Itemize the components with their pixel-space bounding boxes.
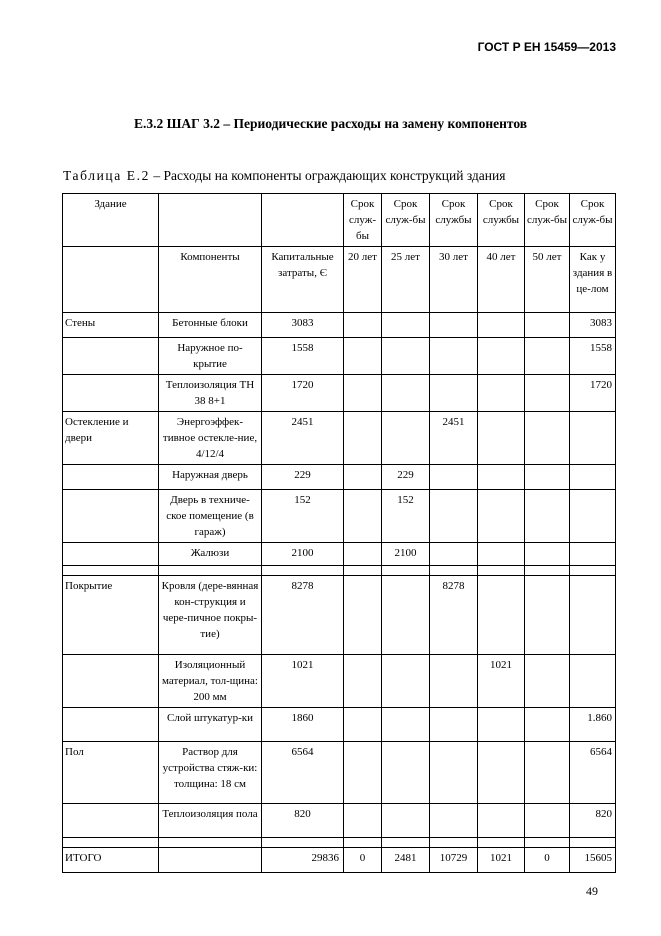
cost-40-cell <box>478 576 525 655</box>
building-cell <box>63 490 159 543</box>
component-cell: Жалюзи <box>159 543 262 566</box>
component-cell: Изоляционный материал, тол-щина: 200 мм <box>159 655 262 708</box>
building-cell <box>63 708 159 742</box>
cost-30-cell: 2451 <box>430 412 478 465</box>
total-40: 1021 <box>478 848 525 873</box>
cost-40-cell <box>478 490 525 543</box>
section-title: Е.3.2 ШАГ 3.2 – Периодические расходы на замену компонентов <box>133 116 528 131</box>
table-row <box>63 412 616 465</box>
lifetime-header: Срок служ-бы <box>570 194 616 247</box>
component-cell: Бетонные блоки <box>159 313 262 338</box>
table-row <box>63 490 616 543</box>
cost-30-cell <box>430 490 478 543</box>
components-header: Компоненты <box>159 247 262 313</box>
cost-building-cell: 3083 <box>570 313 616 338</box>
total-label: ИТОГО <box>63 848 159 873</box>
cost-30-cell <box>430 708 478 742</box>
cost-50-cell <box>525 655 570 708</box>
cost-50-cell <box>525 708 570 742</box>
cost-50-cell <box>525 804 570 838</box>
cost-30-cell <box>430 543 478 566</box>
component-cell: Энергоэффек-тивное остекле-ние, 4/12/4 <box>159 412 262 465</box>
cost-20-cell <box>344 338 382 375</box>
lifetime-value: Как у здания в це-лом <box>570 247 616 313</box>
cost-30-cell <box>430 338 478 375</box>
header-row-2 <box>63 247 616 313</box>
empty-cell <box>430 566 478 576</box>
capital-cell: 3083 <box>262 313 344 338</box>
cost-40-cell <box>478 465 525 490</box>
table-row <box>63 804 616 838</box>
table-row <box>63 338 616 375</box>
page-number: 49 <box>586 884 598 898</box>
spacer-row <box>63 566 616 576</box>
cost-50-cell <box>525 576 570 655</box>
cost-50-cell <box>525 490 570 543</box>
component-cell: Кровля (дере-вянная кон-струкция и чере-пичное покры-тие) <box>159 576 262 655</box>
capital-cell: 1558 <box>262 338 344 375</box>
table-row <box>63 655 616 708</box>
lifetime-header: Срок служ-бы <box>525 194 570 247</box>
cost-30-cell <box>430 804 478 838</box>
cost-50-cell <box>525 338 570 375</box>
lifetime-value: 20 лет <box>344 247 382 313</box>
cost-building-cell: 820 <box>570 804 616 838</box>
total-30: 10729 <box>430 848 478 873</box>
building-header: Здание <box>63 194 159 247</box>
cost-25-cell <box>382 412 430 465</box>
cost-50-cell <box>525 543 570 566</box>
cost-50-cell <box>525 375 570 412</box>
empty-cell <box>159 566 262 576</box>
table-row <box>63 375 616 412</box>
lifetime-header: Срок службы <box>478 194 525 247</box>
cost-40-cell <box>478 412 525 465</box>
cost-50-cell <box>525 742 570 804</box>
building-cell: Пол <box>63 742 159 804</box>
component-cell: Раствор для устройства стяж-ки: толщина: 18 см <box>159 742 262 804</box>
empty-cell <box>262 838 344 848</box>
total-20: 0 <box>344 848 382 873</box>
cost-30-cell <box>430 375 478 412</box>
table-row <box>63 465 616 490</box>
cost-20-cell <box>344 804 382 838</box>
empty-cell <box>382 566 430 576</box>
capital-cell: 2451 <box>262 412 344 465</box>
empty-cell <box>478 566 525 576</box>
cost-30-cell <box>430 655 478 708</box>
capital-cell: 820 <box>262 804 344 838</box>
cost-25-cell <box>382 375 430 412</box>
cost-40-cell <box>478 708 525 742</box>
empty-cell <box>159 838 262 848</box>
cost-40-cell <box>478 338 525 375</box>
cost-building-cell <box>570 465 616 490</box>
lifetime-value: 25 лет <box>382 247 430 313</box>
cost-building-cell <box>570 576 616 655</box>
lifetime-value: 40 лет <box>478 247 525 313</box>
empty-cell <box>159 848 262 873</box>
table-row <box>63 742 616 804</box>
building-cell <box>63 655 159 708</box>
cost-20-cell <box>344 708 382 742</box>
cost-25-cell <box>382 708 430 742</box>
empty-header-cell <box>63 247 159 313</box>
capital-cell: 1720 <box>262 375 344 412</box>
empty-cell <box>63 566 159 576</box>
total-25: 2481 <box>382 848 430 873</box>
lifetime-header: Срок службы <box>430 194 478 247</box>
cost-30-cell <box>430 465 478 490</box>
empty-cell <box>262 566 344 576</box>
component-cell: Дверь в техниче-ское помещение (в гараж) <box>159 490 262 543</box>
cost-25-cell <box>382 338 430 375</box>
cost-25-cell <box>382 804 430 838</box>
empty-cell <box>430 838 478 848</box>
table-row <box>63 313 616 338</box>
cost-building-cell: 1558 <box>570 338 616 375</box>
cost-20-cell <box>344 543 382 566</box>
building-cell: Остекление и двери <box>63 412 159 465</box>
empty-header-cell <box>159 194 262 247</box>
lifetime-value: 30 лет <box>430 247 478 313</box>
empty-cell <box>382 838 430 848</box>
cost-30-cell <box>430 742 478 804</box>
building-cell <box>63 465 159 490</box>
cost-40-cell <box>478 804 525 838</box>
empty-cell <box>478 838 525 848</box>
capital-cell: 8278 <box>262 576 344 655</box>
total-row <box>63 848 616 873</box>
component-cell: Слой штукатур-ки <box>159 708 262 742</box>
total-50: 0 <box>525 848 570 873</box>
capital-cell: 6564 <box>262 742 344 804</box>
cost-building-cell <box>570 655 616 708</box>
cost-40-cell <box>478 742 525 804</box>
cost-25-cell <box>382 576 430 655</box>
cost-building-cell <box>570 490 616 543</box>
cost-building-cell: 1.860 <box>570 708 616 742</box>
header-row-1 <box>63 194 616 247</box>
empty-cell <box>570 838 616 848</box>
building-cell <box>63 375 159 412</box>
component-cell: Наружная дверь <box>159 465 262 490</box>
table-row <box>63 576 616 655</box>
capital-cell: 1021 <box>262 655 344 708</box>
table-caption-text: – Расходы на компоненты ограждающих конструкций здания <box>149 168 506 183</box>
table-caption <box>63 168 505 184</box>
cost-table <box>62 193 616 873</box>
spacer-row <box>63 838 616 848</box>
building-cell: Стены <box>63 313 159 338</box>
cost-building-cell <box>570 543 616 566</box>
capital-cell: 1860 <box>262 708 344 742</box>
cost-40-cell <box>478 375 525 412</box>
capital-cell: 2100 <box>262 543 344 566</box>
empty-cell <box>63 838 159 848</box>
lifetime-header: Срок служ-бы <box>344 194 382 247</box>
cost-20-cell <box>344 655 382 708</box>
cost-20-cell <box>344 412 382 465</box>
total-capital: 29836 <box>262 848 344 873</box>
table-caption-label: Таблица Е.2 <box>63 168 150 183</box>
total-building: 15605 <box>570 848 616 873</box>
cost-50-cell <box>525 465 570 490</box>
cost-20-cell <box>344 313 382 338</box>
building-cell <box>63 804 159 838</box>
building-cell <box>63 338 159 375</box>
building-cell: Покрытие <box>63 576 159 655</box>
empty-cell <box>570 566 616 576</box>
cost-50-cell <box>525 313 570 338</box>
empty-cell <box>344 566 382 576</box>
cost-building-cell: 6564 <box>570 742 616 804</box>
cost-20-cell <box>344 465 382 490</box>
capital-cell: 229 <box>262 465 344 490</box>
table-row <box>63 543 616 566</box>
cost-25-cell: 152 <box>382 490 430 543</box>
component-cell: Наружное по-крытие <box>159 338 262 375</box>
component-cell: Теплоизоляция пола <box>159 804 262 838</box>
standard-code: ГОСТ Р ЕН 15459—2013 <box>477 40 616 54</box>
lifetime-value: 50 лет <box>525 247 570 313</box>
cost-25-cell <box>382 655 430 708</box>
cost-20-cell <box>344 742 382 804</box>
table-row <box>63 708 616 742</box>
cost-building-cell <box>570 412 616 465</box>
building-cell <box>63 543 159 566</box>
cost-25-cell: 229 <box>382 465 430 490</box>
cost-40-cell <box>478 313 525 338</box>
cost-30-cell <box>430 313 478 338</box>
cost-20-cell <box>344 375 382 412</box>
capital-header: Капитальные затраты, Є <box>262 247 344 313</box>
cost-20-cell <box>344 490 382 543</box>
capital-cell: 152 <box>262 490 344 543</box>
cost-25-cell: 2100 <box>382 543 430 566</box>
lifetime-header: Срок служ-бы <box>382 194 430 247</box>
cost-25-cell <box>382 742 430 804</box>
empty-cell <box>344 838 382 848</box>
cost-40-cell <box>478 543 525 566</box>
cost-40-cell: 1021 <box>478 655 525 708</box>
empty-cell <box>525 566 570 576</box>
cost-30-cell: 8278 <box>430 576 478 655</box>
component-cell: Теплоизоляция ТН 38 8+1 <box>159 375 262 412</box>
cost-20-cell <box>344 576 382 655</box>
cost-building-cell: 1720 <box>570 375 616 412</box>
empty-cell <box>525 838 570 848</box>
empty-header-cell <box>262 194 344 247</box>
cost-50-cell <box>525 412 570 465</box>
cost-25-cell <box>382 313 430 338</box>
